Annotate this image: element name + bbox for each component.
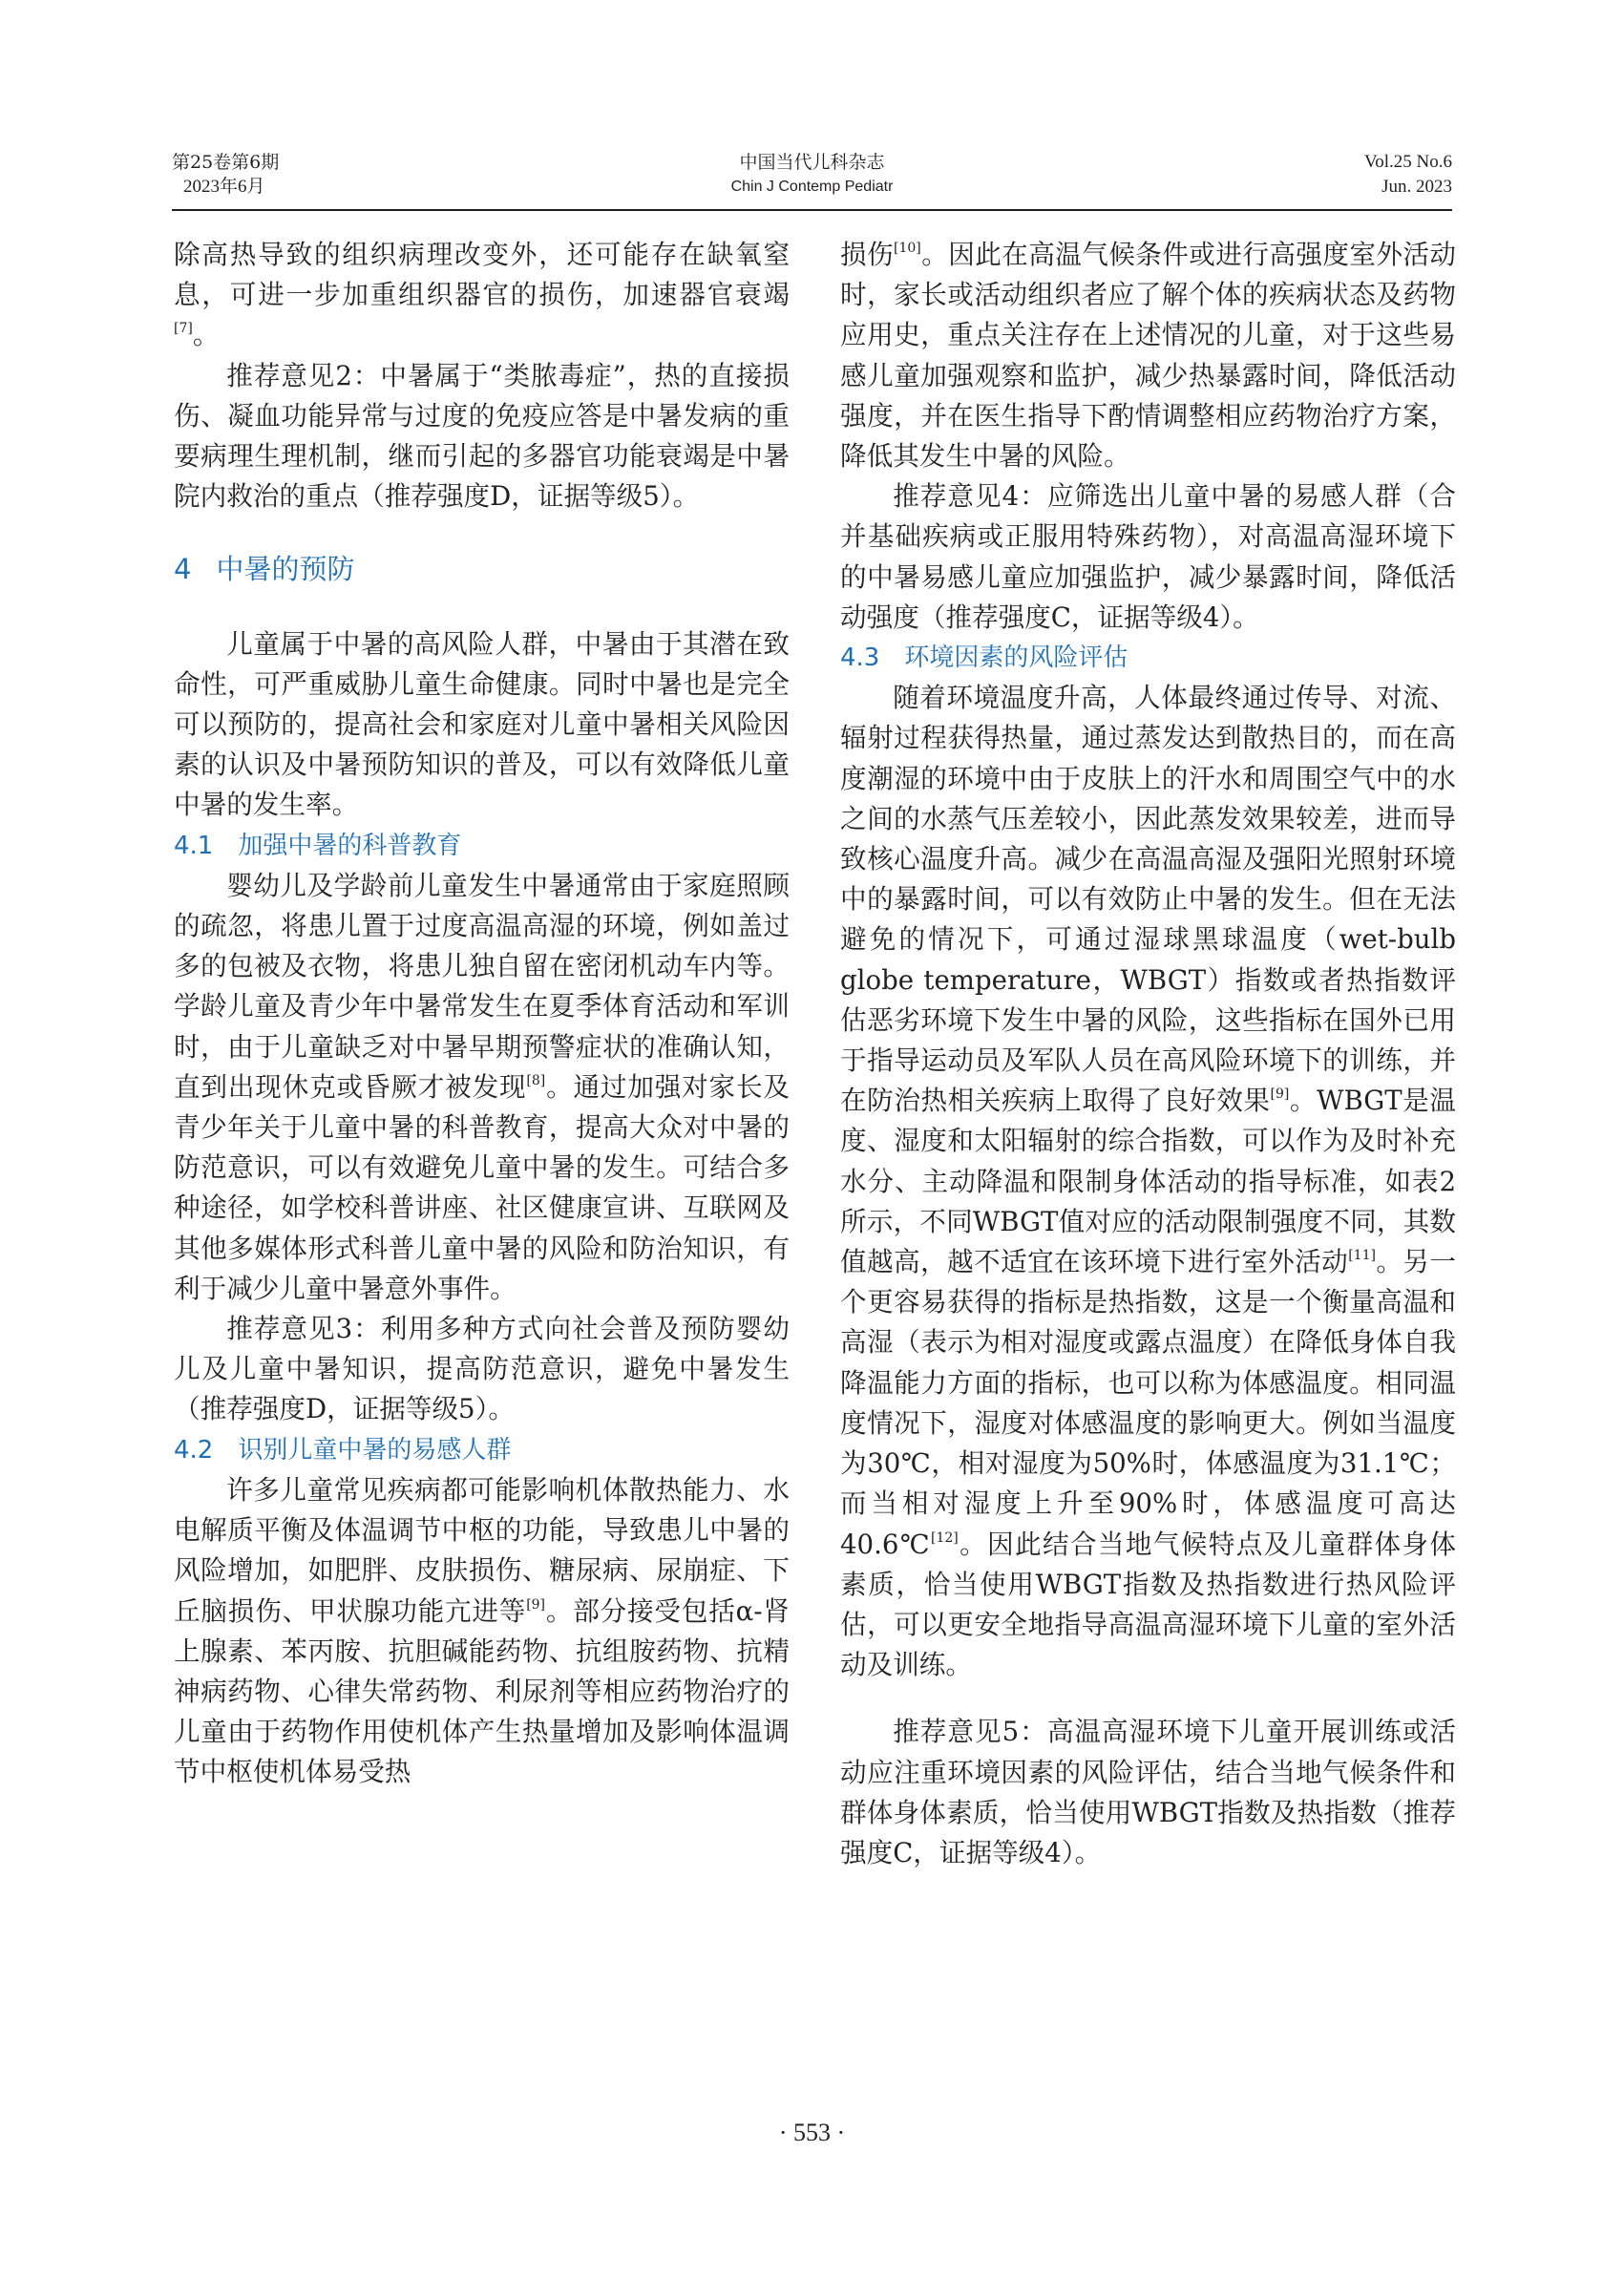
paragraph-continued: 除高热导致的组织病理改变外，还可能存在缺氧窒息，可进一步加重组织器官的损伤，加速器官衰竭[7]。 [174,239,790,351]
right-column [840,235,1456,1873]
paragraph-continued: 损伤[10]。因此在高温气候条件或进行高强度室外活动时，家长或活动组织者应了解个体的疾病状态及药物应用史，重点关注存在上述情况的儿童，对于这些易感儿童加强观察和监护，减少热暴露时间，降低活动强度，并在医生指导下酌情调整相应药物治疗方案，降低其发生中暑的风险。 [840,239,1456,473]
citation-ref[interactable]: [9] [1270,1086,1290,1103]
recommendation-2: 推荐意见2：中暑属于“类脓毒症”，热的直接损伤、凝血功能异常与过度的免疫应答是中暑发病的重要病理生理机制，继而引起的多器官功能衰竭是中暑院内救治的重点（推荐强度D，证据等级5）。 [174,359,790,513]
citation-ref[interactable]: [8] [526,1072,546,1088]
citation-ref[interactable]: [11] [1348,1248,1376,1264]
header-date: 2023年6月 [183,177,265,197]
citation-ref[interactable]: [10] [894,241,921,256]
recommendation-5: 推荐意见5：高温高湿环境下儿童开展训练或活动应注重环境因素的风险评估，结合当地气候条件和群体身体素质，恰当使用WBGT指数及热指数（推荐强度C，证据等级4）。 [840,1716,1456,1868]
header-date-en: Jun. 2023 [1381,177,1452,197]
citation-ref[interactable]: [12] [931,1529,959,1546]
subsection-heading-4-3: 4.3 环境因素的风险评估 [840,643,1128,673]
page-number: · 553 · [778,2119,846,2146]
journal-title-cn: 中国当代儿科杂志 [739,152,885,173]
subsection-heading-4-1: 4.1 加强中暑的科普教育 [174,831,462,860]
citation-ref[interactable]: [7] [174,321,193,337]
section-4-3-body: 随着环境温度升高，人体最终通过传导、对流、辐射过程获得热量，通过蒸发达到散热目的，而在高度潮湿的环境中由于皮肤上的汗水和周围空气中的水之间的水蒸气压差较小，因此蒸发效果较差，进而导致核心温度升高。减少在高温高湿及强阳光照射环境中的暴露时间，可以有效防止中暑的发生。但在无法避免的情况下，可通过湿球黑球温度（wet-bulb globe temperature，WBGT）指数或者热指数评估恶劣环境下发生中暑的风险，这些指标在国外已用于指导运动员及军队人员在高风险环境下的训练，并在防治热相关疾病上取得了良好效果[9]。WBGT是温度、湿度和太阳辐射的综合指数，可以作为及时补充水分、主动降温和限制身体活动的指导标准，如表2所示，不同WBGT值对应的活动限制强度不同，其数值越高，越不适宜在该环境下进行室外活动[11]。另一个更容易获得的指标是热指数，这是一个衡量高温和高湿（表示为相对湿度或露点温度）在降低身体自我降温能力方面的指标，也可以称为体感温度。相同温度情况下，湿度对体感温度的影响更大。例如当温度为30℃，相对湿度为50%时，体感温度为31.1℃；而当相对湿度上升至90%时，体感温度可高达40.6℃[12]。因此结合当地气候特点及儿童群体身体素质，恰当使用WBGT指数及热指数进行热风险评估，可以更安全地指导高温高湿环境下儿童的室外活动及训练。 [840,682,1456,1681]
section-4-intro: 儿童属于中暑的高风险人群，中暑由于其潜在致命性，可严重威胁儿童生命健康。同时中暑也是完全可以预防的，提高社会和家庭对儿童中暑相关风险因素的认识及中暑预防知识的普及，可以有效降低儿童中暑的发生率。 [174,627,790,821]
recommendation-4: 推荐意见4：应筛选出儿童中暑的易感人群（合并基础疾病或正服用特殊药物），对高温高湿环境下的中暑易感儿童应加强监护，减少暴露时间，降低活动强度（推荐强度C，证据等级4）。 [840,480,1456,633]
header-volume-number: Vol.25 No.6 [1363,152,1452,172]
section-heading-4: 4 中暑的预防 [174,553,355,586]
citation-ref[interactable]: [9] [526,1596,546,1613]
journal-title-en: Chin J Contemp Pediatr [730,179,894,195]
section-4-2-body: 许多儿童常见疾病都可能影响机体散热能力、水电解质平衡及体温调节中枢的功能，导致患儿中暑的风险增加，如肥胖、皮肤损伤、糖尿病、尿崩症、下丘脑损伤、甲状腺功能亢进等[9]。部分接受包括α-肾上腺素、苯丙胺、抗胆碱能药物、抗组胺药物、抗精神病药物、心律失常药物、利尿剂等相应药物治疗的儿童由于药物作用使机体产生热量增加及影响体温调节中枢使机体易受热 [174,1473,790,1788]
recommendation-3: 推荐意见3：利用多种方式向社会普及预防婴幼儿及儿童中暑知识，提高防范意识，避免中暑发生（推荐强度D，证据等级5）。 [174,1313,790,1425]
subsection-heading-4-2: 4.2 识别儿童中暑的易感人群 [174,1435,512,1465]
left-column [174,235,790,1793]
paragraph-gap [840,1685,1456,1712]
section-4-1-body: 婴幼儿及学龄前儿童发生中暑通常由于家庭照顾的疏忽，将患儿置于过度高温高湿的环境，例如盖过多的包被及衣物，将患儿独自留在密闭机动车内等。学龄儿童及青少年中暑常发生在夏季体育活动和军训时，由于儿童缺乏对中暑早期预警症状的准确认知，直到出现休克或昏厥才被发现[8]。通过加强对家长及青少年关于儿童中暑的科普教育，提高大众对中暑的防范意识，可以有效避免儿童中暑的发生。可结合多种途径，如学校科普讲座、社区健康宣讲、互联网及其他多媒体形式科普儿童中暑的风险和防治知识，有利于减少儿童中暑意外事件。 [174,869,790,1304]
header-volume: 第25卷第6期 [172,152,280,173]
header-rule [172,209,1452,211]
header-volume-en [1364,150,1452,200]
